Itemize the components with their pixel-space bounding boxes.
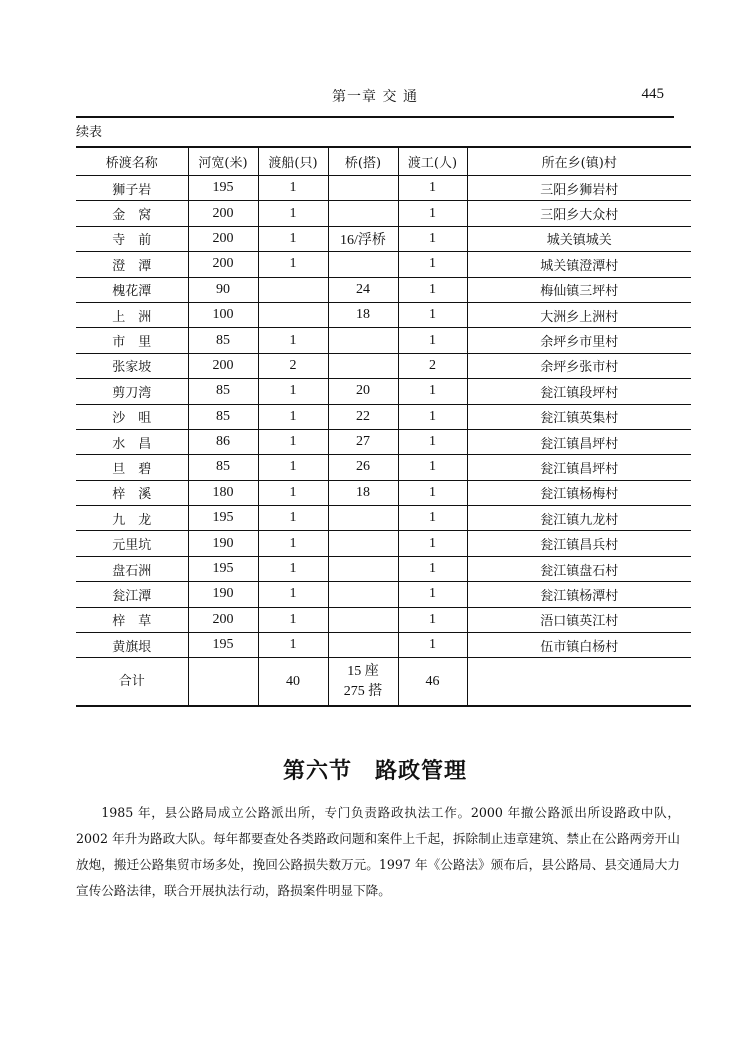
- boat-count-cell: 1: [258, 455, 328, 480]
- location-cell: 余坪乡市里村: [467, 328, 691, 353]
- worker-count-cell: 1: [398, 607, 467, 632]
- running-header-chapter: 第一章 交 通: [332, 89, 418, 105]
- ferry-name-cell: 上 洲: [76, 302, 188, 327]
- ferry-name-cell: 梓 草: [76, 607, 188, 632]
- river-width-cell: 100: [188, 302, 258, 327]
- boat-count-cell: 1: [258, 607, 328, 632]
- boat-count-cell: 1: [258, 328, 328, 353]
- total-bridges-spans: 275 搭: [343, 683, 383, 699]
- boat-count-cell: 1: [258, 201, 328, 226]
- boat-count-cell: 1: [258, 556, 328, 581]
- boat-count-cell: [258, 277, 328, 302]
- ferry-name-cell: 盘石洲: [76, 556, 188, 581]
- table-header-row: [76, 147, 691, 176]
- worker-count-cell: 1: [398, 556, 467, 581]
- location-cell: 三阳乡大众村: [467, 201, 691, 226]
- total-bridges: [328, 658, 398, 707]
- bridge-count-cell: [328, 607, 398, 632]
- table-row: [76, 633, 691, 658]
- boat-count-cell: 1: [258, 633, 328, 658]
- worker-count-cell: 1: [398, 277, 467, 302]
- total-label: 合计: [76, 658, 188, 707]
- location-cell: 三阳乡狮岩村: [467, 176, 691, 201]
- table-row: [76, 176, 691, 201]
- bridge-count-cell: 24: [328, 277, 398, 302]
- boat-count-cell: [258, 302, 328, 327]
- ferry-name-cell: 市 里: [76, 328, 188, 353]
- river-width-cell: 200: [188, 201, 258, 226]
- location-cell: 大洲乡上洲村: [467, 302, 691, 327]
- table-row: [76, 252, 691, 277]
- ferry-name-cell: 槐花潭: [76, 277, 188, 302]
- river-width-cell: 200: [188, 226, 258, 251]
- boat-count-cell: 2: [258, 353, 328, 378]
- table-row: [76, 353, 691, 378]
- ferry-name-cell: 旦 碧: [76, 455, 188, 480]
- location-cell: 梅仙镇三坪村: [467, 277, 691, 302]
- location-cell: 瓮江镇段坪村: [467, 379, 691, 404]
- river-width-cell: 195: [188, 633, 258, 658]
- location-cell: 瓮江镇盘石村: [467, 556, 691, 581]
- header-rule: [76, 116, 674, 118]
- ferry-name-cell: 元里坑: [76, 531, 188, 556]
- table-row: [76, 201, 691, 226]
- river-width-cell: 85: [188, 455, 258, 480]
- bridge-count-cell: 18: [328, 480, 398, 505]
- river-width-cell: 90: [188, 277, 258, 302]
- ferry-name-cell: 金 窝: [76, 201, 188, 226]
- bridge-count-cell: [328, 582, 398, 607]
- table-caption: 续表: [76, 125, 103, 140]
- bridge-count-cell: 26: [328, 455, 398, 480]
- boat-count-cell: 1: [258, 226, 328, 251]
- column-header: 桥渡名称: [76, 147, 188, 176]
- location-cell: 瓮江镇昌坪村: [467, 429, 691, 454]
- worker-count-cell: 1: [398, 582, 467, 607]
- bridge-count-cell: [328, 201, 398, 226]
- boat-count-cell: 1: [258, 379, 328, 404]
- ferry-name-cell: 澄 潭: [76, 252, 188, 277]
- table-row: [76, 582, 691, 607]
- page-number: 445: [641, 86, 664, 102]
- table-row: [76, 480, 691, 505]
- column-header: 河宽(米): [188, 147, 258, 176]
- worker-count-cell: 1: [398, 201, 467, 226]
- boat-count-cell: 1: [258, 404, 328, 429]
- total-width: [188, 658, 258, 707]
- location-cell: 城关镇澄潭村: [467, 252, 691, 277]
- location-cell: 瓮江镇杨潭村: [467, 582, 691, 607]
- bridge-count-cell: 22: [328, 404, 398, 429]
- boat-count-cell: 1: [258, 480, 328, 505]
- table-row: [76, 302, 691, 327]
- river-width-cell: 190: [188, 531, 258, 556]
- bridge-count-cell: 16/浮桥: [328, 226, 398, 251]
- worker-count-cell: 1: [398, 176, 467, 201]
- location-cell: 城关镇城关: [467, 226, 691, 251]
- location-cell: 瓮江镇九龙村: [467, 506, 691, 531]
- location-cell: 浯口镇英江村: [467, 607, 691, 632]
- ferry-name-cell: 寺 前: [76, 226, 188, 251]
- ferry-name-cell: 狮子岩: [76, 176, 188, 201]
- worker-count-cell: 1: [398, 404, 467, 429]
- table-row: [76, 404, 691, 429]
- total-workers: 46: [398, 658, 467, 707]
- table-row: [76, 556, 691, 581]
- table-row: [76, 531, 691, 556]
- river-width-cell: 180: [188, 480, 258, 505]
- worker-count-cell: 1: [398, 633, 467, 658]
- table-row: [76, 226, 691, 251]
- table-row: [76, 506, 691, 531]
- worker-count-cell: 1: [398, 226, 467, 251]
- river-width-cell: 85: [188, 328, 258, 353]
- worker-count-cell: 1: [398, 455, 467, 480]
- river-width-cell: 85: [188, 404, 258, 429]
- worker-count-cell: 1: [398, 379, 467, 404]
- column-header: 所在乡(镇)村: [467, 147, 691, 176]
- worker-count-cell: 1: [398, 480, 467, 505]
- table-row: [76, 277, 691, 302]
- column-header: 渡工(人): [398, 147, 467, 176]
- section-title: 第六节 路政管理: [282, 759, 467, 784]
- bridge-count-cell: [328, 353, 398, 378]
- river-width-cell: 190: [188, 582, 258, 607]
- location-cell: 余坪乡张市村: [467, 353, 691, 378]
- column-header: 桥(搭): [328, 147, 398, 176]
- river-width-cell: 195: [188, 506, 258, 531]
- worker-count-cell: 1: [398, 531, 467, 556]
- table-row: [76, 607, 691, 632]
- bridge-count-cell: [328, 556, 398, 581]
- bridge-count-cell: 27: [328, 429, 398, 454]
- ferry-name-cell: 水 昌: [76, 429, 188, 454]
- body-paragraph: 1985 年，县公路局成立公路派出所，专门负责路政执法工作。2000 年撤公路派出所设路政中队，2002 年升为路政大队。每年都要查处各类路政问题和案件上千起，拆除制止违章建筑、禁止在公路两旁开山放炮，搬迁公路集贸市场多处，挽回公路损失数万元。1997 年《公路法》颁布后，县公路局、县交通局大力宣传公路法律，联合开展执法行动，路损案件明显下降。: [76, 805, 680, 898]
- location-cell: 瓮江镇英集村: [467, 404, 691, 429]
- total-row: [76, 658, 691, 707]
- table-row: [76, 379, 691, 404]
- ferry-name-cell: 梓 溪: [76, 480, 188, 505]
- bridge-count-cell: [328, 328, 398, 353]
- ferry-table: [76, 146, 691, 707]
- ferry-name-cell: 沙 咀: [76, 404, 188, 429]
- location-cell: 伍市镇白杨村: [467, 633, 691, 658]
- table-row: [76, 429, 691, 454]
- river-width-cell: 195: [188, 556, 258, 581]
- total-boats: 40: [258, 658, 328, 707]
- bridge-count-cell: [328, 506, 398, 531]
- river-width-cell: 195: [188, 176, 258, 201]
- worker-count-cell: 1: [398, 506, 467, 531]
- worker-count-cell: 1: [398, 429, 467, 454]
- boat-count-cell: 1: [258, 531, 328, 556]
- ferry-name-cell: 张家坡: [76, 353, 188, 378]
- river-width-cell: 200: [188, 607, 258, 632]
- ferry-name-cell: 黄旗垠: [76, 633, 188, 658]
- ferry-name-cell: 九 龙: [76, 506, 188, 531]
- worker-count-cell: 2: [398, 353, 467, 378]
- river-width-cell: 85: [188, 379, 258, 404]
- river-width-cell: 86: [188, 429, 258, 454]
- bridge-count-cell: 18: [328, 302, 398, 327]
- location-cell: 瓮江镇杨梅村: [467, 480, 691, 505]
- bridge-count-cell: 20: [328, 379, 398, 404]
- bridge-count-cell: [328, 176, 398, 201]
- river-width-cell: 200: [188, 252, 258, 277]
- bridge-count-cell: [328, 531, 398, 556]
- boat-count-cell: 1: [258, 506, 328, 531]
- location-cell: 瓮江镇昌兵村: [467, 531, 691, 556]
- ferry-name-cell: 瓮江潭: [76, 582, 188, 607]
- boat-count-cell: 1: [258, 582, 328, 607]
- total-bridges-count: 15 座: [347, 663, 379, 679]
- boat-count-cell: 1: [258, 429, 328, 454]
- ferry-name-cell: 剪刀湾: [76, 379, 188, 404]
- total-location: [467, 658, 691, 707]
- bridge-count-cell: [328, 633, 398, 658]
- table-body: [76, 176, 691, 658]
- boat-count-cell: 1: [258, 176, 328, 201]
- worker-count-cell: 1: [398, 302, 467, 327]
- worker-count-cell: 1: [398, 252, 467, 277]
- table-row: [76, 328, 691, 353]
- column-header: 渡船(只): [258, 147, 328, 176]
- river-width-cell: 200: [188, 353, 258, 378]
- location-cell: 瓮江镇昌坪村: [467, 455, 691, 480]
- table-row: [76, 455, 691, 480]
- bridge-count-cell: [328, 252, 398, 277]
- boat-count-cell: 1: [258, 252, 328, 277]
- worker-count-cell: 1: [398, 328, 467, 353]
